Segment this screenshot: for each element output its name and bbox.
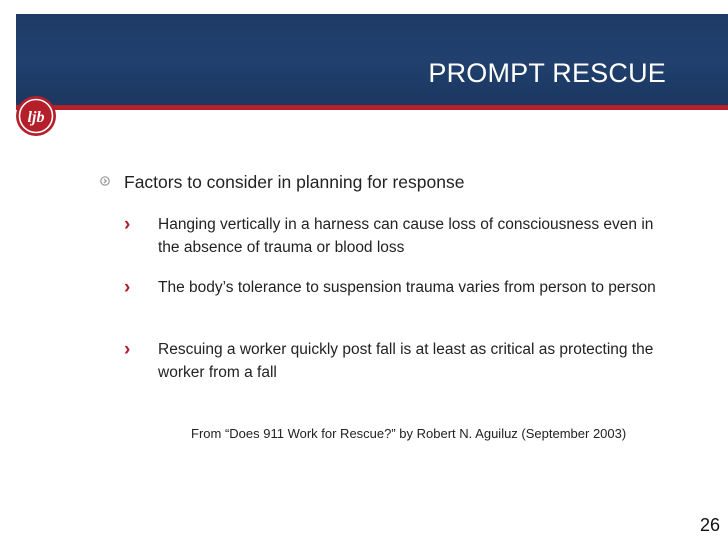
sub-bullet-text: Rescuing a worker quickly post fall is at least as critical as protecting the worker from a fall	[158, 341, 654, 381]
sub-bullet	[124, 213, 684, 259]
chevron-right-icon: ›	[124, 277, 131, 298]
sub-bullet-text: The body’s tolerance to suspension trauma varies from person to person	[158, 279, 656, 296]
main-bullet-text: Factors to consider in planning for response	[124, 172, 465, 192]
circle-bullet-icon	[100, 176, 110, 186]
citation: From “Does 911 Work for Rescue?” by Robert N. Aguiluz (September 2003)	[191, 426, 627, 441]
ljb-logo	[15, 95, 57, 137]
sub-bullet-text: Hanging vertically in a harness can cause loss of consciousness even in the absence of trauma or blood loss	[158, 216, 654, 256]
chevron-right-icon: ›	[124, 214, 131, 235]
chevron-right-icon: ›	[124, 339, 131, 360]
page-number: 26	[699, 515, 720, 535]
sub-bullet	[124, 276, 684, 322]
header-accent-rule	[16, 105, 728, 110]
slide-title: PROMPT RESCUE	[428, 58, 666, 88]
logo-lettering: ljb	[27, 109, 45, 126]
sub-bullet	[124, 338, 684, 384]
